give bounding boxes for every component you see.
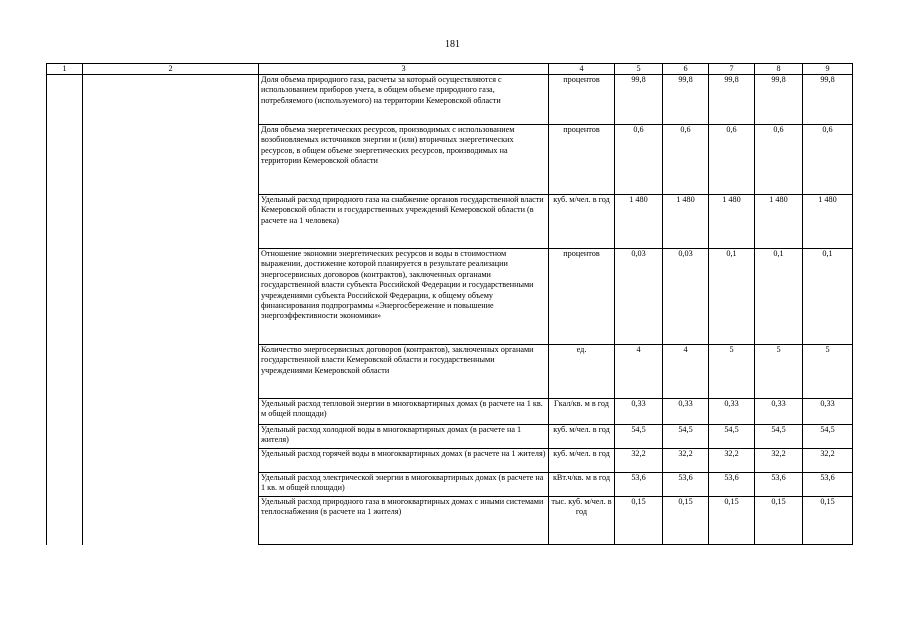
value-cell-9: 53,6 bbox=[803, 473, 853, 497]
empty-cell-col1 bbox=[47, 425, 83, 449]
value-cell-8: 1 480 bbox=[755, 195, 803, 249]
empty-cell-col2 bbox=[83, 195, 259, 249]
empty-cell-col2 bbox=[83, 75, 259, 125]
empty-cell-col1 bbox=[47, 399, 83, 425]
unit-cell: куб. м/чел. в год bbox=[549, 195, 615, 249]
column-number: 7 bbox=[709, 64, 755, 75]
value-cell-7: 32,2 bbox=[709, 449, 755, 473]
empty-cell-col2 bbox=[83, 425, 259, 449]
unit-cell: процентов bbox=[549, 125, 615, 195]
value-cell-8: 0,1 bbox=[755, 249, 803, 345]
column-number-row bbox=[47, 64, 853, 75]
value-cell-9: 0,6 bbox=[803, 125, 853, 195]
table-row bbox=[47, 449, 853, 473]
value-cell-5: 0,03 bbox=[615, 249, 663, 345]
value-cell-9: 99,8 bbox=[803, 75, 853, 125]
value-cell-9: 0,15 bbox=[803, 497, 853, 545]
indicators-table bbox=[46, 63, 853, 545]
empty-cell-col2 bbox=[83, 399, 259, 425]
indicator-name: Удельный расход горячей воды в многоквартирных домах (в расчете на 1 жителя) bbox=[259, 449, 549, 473]
table-row bbox=[47, 249, 853, 345]
value-cell-5: 0,33 bbox=[615, 399, 663, 425]
unit-cell: процентов bbox=[549, 249, 615, 345]
empty-cell-col2 bbox=[83, 125, 259, 195]
table-row bbox=[47, 195, 853, 249]
value-cell-8: 32,2 bbox=[755, 449, 803, 473]
value-cell-8: 0,33 bbox=[755, 399, 803, 425]
unit-cell: процентов bbox=[549, 75, 615, 125]
value-cell-6: 54,5 bbox=[663, 425, 709, 449]
column-number: 6 bbox=[663, 64, 709, 75]
empty-cell-col1 bbox=[47, 345, 83, 399]
value-cell-8: 54,5 bbox=[755, 425, 803, 449]
indicator-name: Количество энергосервисных договоров (контрактов), заключенных органами государственной власти Кемеровской области и государственными учреждениями Кемеровской области bbox=[259, 345, 549, 399]
value-cell-9: 5 bbox=[803, 345, 853, 399]
value-cell-7: 0,15 bbox=[709, 497, 755, 545]
value-cell-6: 0,33 bbox=[663, 399, 709, 425]
value-cell-7: 1 480 bbox=[709, 195, 755, 249]
page-number: 181 bbox=[445, 39, 460, 50]
value-cell-8: 0,15 bbox=[755, 497, 803, 545]
empty-cell-col1 bbox=[47, 449, 83, 473]
column-number: 8 bbox=[755, 64, 803, 75]
value-cell-9: 0,33 bbox=[803, 399, 853, 425]
value-cell-7: 0,33 bbox=[709, 399, 755, 425]
value-cell-5: 32,2 bbox=[615, 449, 663, 473]
value-cell-7: 0,6 bbox=[709, 125, 755, 195]
value-cell-6: 1 480 bbox=[663, 195, 709, 249]
value-cell-7: 5 bbox=[709, 345, 755, 399]
value-cell-8: 0,6 bbox=[755, 125, 803, 195]
unit-cell: Гкал/кв. м в год bbox=[549, 399, 615, 425]
empty-cell-col1 bbox=[47, 473, 83, 497]
empty-cell-col2 bbox=[83, 249, 259, 345]
unit-cell: тыс. куб. м/чел. в год bbox=[549, 497, 615, 545]
value-cell-5: 1 480 bbox=[615, 195, 663, 249]
indicator-name: Доля объема энергетических ресурсов, производимых с использованием возобновляемых источников энергии и (или) вторичных энергетических ресурсов, в общем объеме энергетических ресурсов, производимых на территории Кемеровской области bbox=[259, 125, 549, 195]
value-cell-7: 53,6 bbox=[709, 473, 755, 497]
value-cell-6: 53,6 bbox=[663, 473, 709, 497]
indicator-name: Удельный расход холодной воды в многоквартирных домах (в расчете на 1 жителя) bbox=[259, 425, 549, 449]
value-cell-8: 99,8 bbox=[755, 75, 803, 125]
indicator-name: Удельный расход природного газа на снабжение органов государственной власти Кемеровской области и государственных учреждений Кемеровской области (в расчете на 1 человека) bbox=[259, 195, 549, 249]
column-number: 1 bbox=[47, 64, 83, 75]
value-cell-6: 99,8 bbox=[663, 75, 709, 125]
table-row bbox=[47, 75, 853, 125]
column-number: 9 bbox=[803, 64, 853, 75]
value-cell-8: 53,6 bbox=[755, 473, 803, 497]
table-row bbox=[47, 345, 853, 399]
empty-cell-col2 bbox=[83, 473, 259, 497]
value-cell-7: 0,1 bbox=[709, 249, 755, 345]
empty-cell-col1 bbox=[47, 497, 83, 545]
value-cell-5: 4 bbox=[615, 345, 663, 399]
column-number: 2 bbox=[83, 64, 259, 75]
indicator-name: Удельный расход тепловой энергии в многоквартирных домах (в расчете на 1 кв. м общей площади) bbox=[259, 399, 549, 425]
unit-cell: ед. bbox=[549, 345, 615, 399]
value-cell-9: 1 480 bbox=[803, 195, 853, 249]
unit-cell: куб. м/чел. в год bbox=[549, 425, 615, 449]
empty-cell-col2 bbox=[83, 449, 259, 473]
value-cell-7: 99,8 bbox=[709, 75, 755, 125]
table-row bbox=[47, 473, 853, 497]
indicator-name: Отношение экономии энергетических ресурсов и воды в стоимостном выражении, достижение которой планируется в результате реализации энергосервисных договоров (контрактов), заключенных органами государственной власти субъекта Российской Федерации и государственными учреждениями субъекта Российской Федерации, к общему объему финансирования подпрограммы «Энергосбережение и повышение энергоэффективности экономики» bbox=[259, 249, 549, 345]
table-row bbox=[47, 425, 853, 449]
column-number: 3 bbox=[259, 64, 549, 75]
value-cell-5: 53,6 bbox=[615, 473, 663, 497]
empty-cell-col1 bbox=[47, 195, 83, 249]
value-cell-5: 0,6 bbox=[615, 125, 663, 195]
value-cell-8: 5 bbox=[755, 345, 803, 399]
column-number: 4 bbox=[549, 64, 615, 75]
unit-cell: куб. м/чел. в год bbox=[549, 449, 615, 473]
value-cell-5: 99,8 bbox=[615, 75, 663, 125]
value-cell-9: 0,1 bbox=[803, 249, 853, 345]
column-number: 5 bbox=[615, 64, 663, 75]
value-cell-5: 54,5 bbox=[615, 425, 663, 449]
value-cell-6: 0,03 bbox=[663, 249, 709, 345]
empty-cell-col1 bbox=[47, 125, 83, 195]
empty-cell-col2 bbox=[83, 497, 259, 545]
table-row bbox=[47, 399, 853, 425]
empty-cell-col1 bbox=[47, 249, 83, 345]
empty-cell-col2 bbox=[83, 345, 259, 399]
indicator-name: Удельный расход природного газа в многоквартирных домах с иными системами теплоснабжения (в расчете на 1 жителя) bbox=[259, 497, 549, 545]
value-cell-6: 32,2 bbox=[663, 449, 709, 473]
value-cell-6: 0,6 bbox=[663, 125, 709, 195]
table-row bbox=[47, 497, 853, 545]
value-cell-6: 4 bbox=[663, 345, 709, 399]
indicator-name: Доля объема природного газа, расчеты за который осуществляются с использованием приборов учета, в общем объеме природного газа, потребляемого (используемого) на территории Кемеровской области bbox=[259, 75, 549, 125]
value-cell-9: 54,5 bbox=[803, 425, 853, 449]
empty-cell-col1 bbox=[47, 75, 83, 125]
indicator-name: Удельный расход электрической энергии в многоквартирных домах (в расчете на 1 кв. м общей площади) bbox=[259, 473, 549, 497]
value-cell-5: 0,15 bbox=[615, 497, 663, 545]
value-cell-7: 54,5 bbox=[709, 425, 755, 449]
value-cell-9: 32,2 bbox=[803, 449, 853, 473]
table-row bbox=[47, 125, 853, 195]
unit-cell: кВт.ч/кв. м в год bbox=[549, 473, 615, 497]
value-cell-6: 0,15 bbox=[663, 497, 709, 545]
